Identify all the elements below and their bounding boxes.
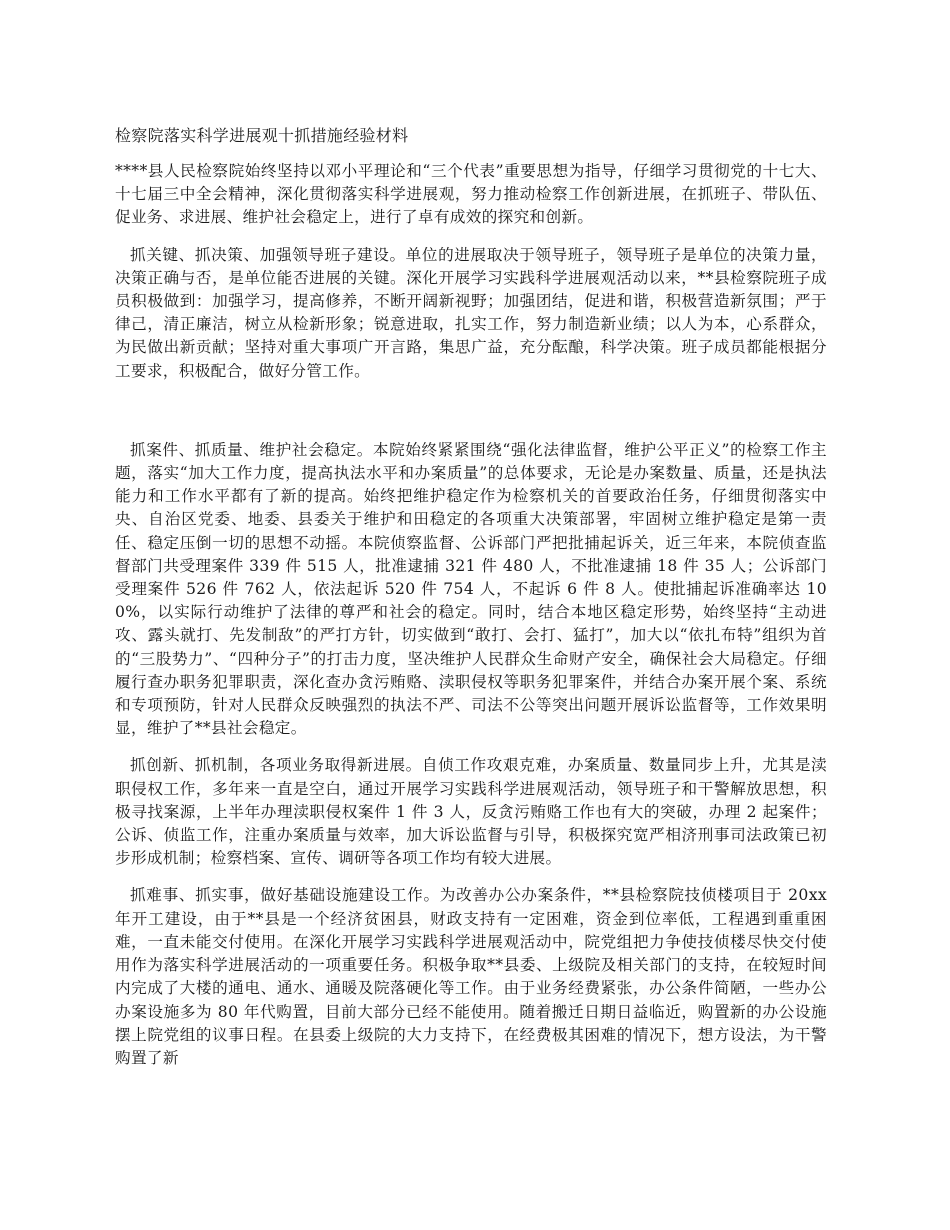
paragraph-gap — [115, 740, 827, 754]
paragraph-intro: ****县人民检察院始终坚持以邓小平理论和“三个代表”重要思想为指导，仔细学习贯彻党的十七大、十七届三中全会精神，深化贯彻落实科学进展观，努力推动检察工作创新进展，在抓班子、带队伍、促业务、求进展、维护社会稳定上，进行了卓有成效的探究和创新。 — [115, 162, 827, 227]
paragraph-leadership: 抓关键、抓决策、加强领导班子建设。单位的进展取决于领导班子，领导班子是单位的决策力量，决策正确与否，是单位能否进展的关键。深化开展学习实践科学进展观活动以来，**县检察院班子成员积极做到：加强学习，提高修养，不断开阔新视野；加强团结，促进和谐，积极营造新氛围；严于律己，清正廉洁，树立从检新形象；锐意进取，扎实工作，努力制造新业绩；以人为本，心系群众，为民做出新贡献；坚持对重大事项广开言路，集思广益，充分酝酿，科学决策。班子成员都能根据分工要求，积极配合，做好分管工作。 — [115, 245, 827, 380]
paragraph-infrastructure: 抓难事、抓实事，做好基础设施建设工作。为改善办公办案条件，**县检察院技侦楼项目于 20xx 年开工建设，由于**县是一个经济贫困县，财政支持有一定困难，资金到位率低，工程遇到重重困难，一直未能交付使用。在深化开展学习实践科学进展观活动中，院党组把力争使技侦楼尽快交付使用作为落实科学进展活动的一项重要任务。积极争取**县委、上级院及相关部门的支持，在较短时间内完成了大楼的通电、通水、通暖及院落硬化等工作。由于业务经费紧张，办公条件简陋，一些办公办案设施多为 80 年代购置，目前大部分已经不能使用。随着搬迁日期日益临近，购置新的办公设施摆上院党组的议事日程。在县委上级院的大力支持下，在经费极其困难的情况下，想方设法，为干警购置了新 — [115, 886, 827, 1067]
paragraph-innovation: 抓创新、抓机制，各项业务取得新进展。自侦工作攻艰克难，办案质量、数量同步上升，尤其是渎职侵权工作，多年来一直是空白，通过开展学习实践科学进展观活动，领导班子和干警解放思想，积极寻找案源，上半年办理渎职侵权案件 1 件 3 人，反贪污贿赂工作也有大的突破，办理 2 起案件；公诉、侦监工作，注重办案质量与效率，加大诉讼监督与引导，积极探究宽严相济刑事司法政策已初步形成机制；检察档案、宣传、调研等各项工作均有较大进展。 — [115, 756, 827, 868]
paragraph-gap — [115, 870, 827, 884]
paragraph-cases: 抓案件、抓质量、维护社会稳定。本院始终紧紧围绕“强化法律监督，维护公平正义”的检察工作主题，落实“加大工作力度，提高执法水平和办案质量”的总体要求，无论是办案数量、质量，还是执法能力和工作水平都有了新的提高。始终把维护稳定作为检察机关的首要政治任务，仔细贯彻落实中央、自治区党委、地委、县委关于维护和田稳定的各项重大决策部署，牢固树立维护稳定是第一责任、稳定压倒一切的思想不动摇。本院侦察监督、公诉部门严把批捕起诉关，近三年来，本院侦查监督部门共受理案件 339 件 515 人，批准逮捕 321 件 480 人，不批准逮捕 18 件 35 人；公诉部门受理案件 526 件 762 人，依法起诉 520 件 754 人，不起诉 6 件 8 人。使批捕起诉准确率达 100%，以实际行动维护了法律的尊严和社会的稳定。同时，结合本地区稳定形势，始终坚持“主动进攻、露头就打、先发制敌”的严打方针，切实做到“敢打、会打、猛打”，加大以“依扎布特”组织为首的“三股势力”、“四种分子”的打击力度，坚决维护人民群众生命财产安全，确保社会大局稳定。仔细履行查办职务犯罪职责，深化查办贪污贿赂、渎职侵权等职务犯罪案件，并结合办案开展个案、系统和专项预防，针对人民群众反映强烈的执法不严、司法不公等突出问题开展诉讼监督等，工作效果明显，维护了**县社会稳定。 — [115, 440, 827, 738]
paragraph-gap-large — [115, 383, 827, 439]
paragraph-gap — [115, 230, 827, 244]
document-body — [115, 124, 827, 1070]
document-title: 检察院落实科学进展观十抓措施经验材料 — [115, 126, 409, 145]
